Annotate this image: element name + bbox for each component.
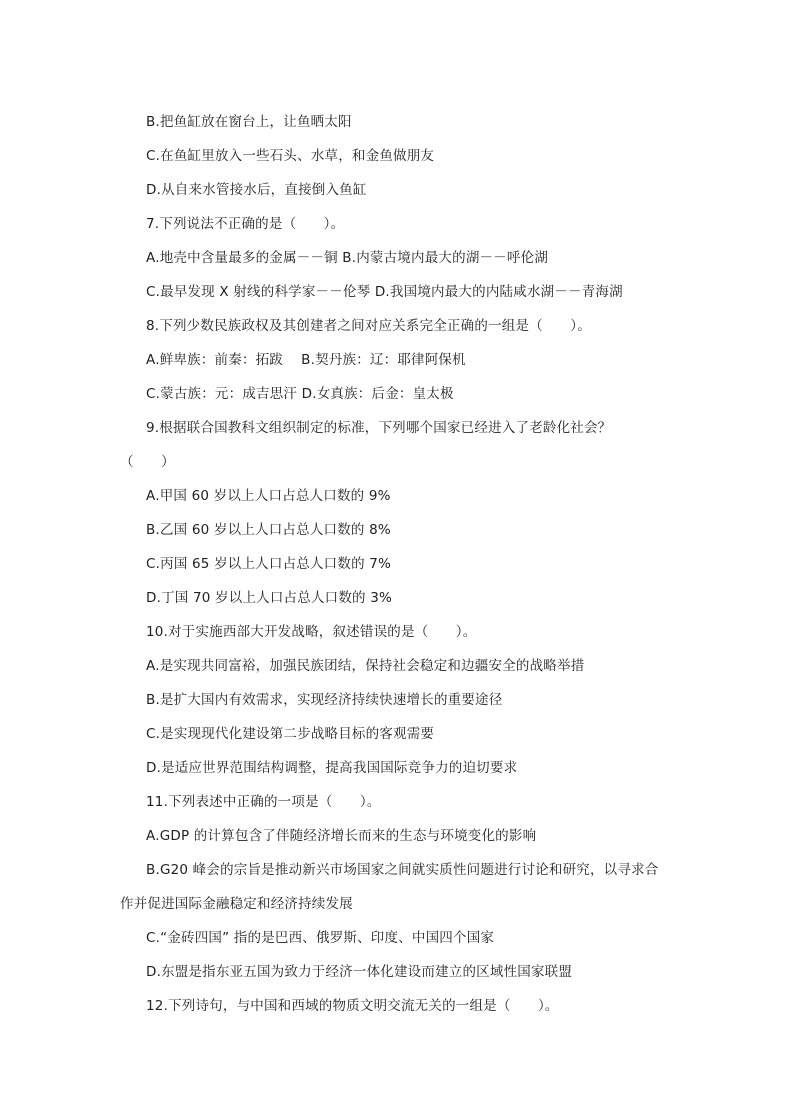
question-10: 10.对于实施西部大开发战略，叙述错误的是（ ）。 bbox=[146, 624, 477, 640]
option-8cd: C.蒙古族：元：成吉思汗 D.女真族：后金：皇太极 bbox=[146, 386, 454, 402]
question-8: 8.下列少数民族政权及其创建者之间对应关系完全正确的一组是（ ）。 bbox=[146, 318, 591, 334]
option-11a: A.GDP 的计算包含了伴随经济增长而来的生态与环境变化的影响 bbox=[146, 828, 537, 844]
option-11b: B.G20 峰会的宗旨是推动新兴市场国家之间就实质性问题进行讨论和研究，以寻求合 bbox=[146, 862, 659, 878]
option-9d: D.丁国 70 岁以上人口占总人口数的 3% bbox=[146, 590, 393, 606]
option-10b: B.是扩大国内有效需求，实现经济持续快速增长的重要途径 bbox=[146, 692, 503, 708]
question-12: 12.下列诗句，与中国和西域的物质文明交流无关的一组是（ ）。 bbox=[146, 998, 559, 1014]
option-7cd: C.最早发现 X 射线的科学家－－伦琴 D.我国境内最大的内陆咸水湖－－青海湖 bbox=[146, 284, 623, 300]
option-9a: A.甲国 60 岁以上人口占总人口数的 9% bbox=[146, 488, 391, 504]
option-10d: D.是适应世界范围结构调整，提高我国国际竞争力的迫切要求 bbox=[146, 760, 518, 776]
question-9-blank: （ ） bbox=[120, 454, 175, 470]
option-8ab: A.鲜卑族：前秦：拓跋 B.契丹族：辽：耶律阿保机 bbox=[146, 352, 466, 368]
question-7: 7.下列说法不正确的是（ ）。 bbox=[146, 216, 345, 232]
option-9b: B.乙国 60 岁以上人口占总人口数的 8% bbox=[146, 522, 391, 538]
option-6d: D.从自来水管接水后，直接倒入鱼缸 bbox=[146, 182, 367, 198]
option-11c: C.“金砖四国” 指的是巴西、俄罗斯、印度、中国四个国家 bbox=[146, 930, 495, 946]
option-10a: A.是实现共同富裕，加强民族团结，保持社会稳定和边疆安全的战略举措 bbox=[146, 658, 585, 674]
option-10c: C.是实现现代化建设第二步战略目标的客观需要 bbox=[146, 726, 435, 742]
option-6b: B.把鱼缸放在窗台上，让鱼晒太阳 bbox=[146, 114, 352, 130]
option-9c: C.丙国 65 岁以上人口占总人口数的 7% bbox=[146, 556, 392, 572]
option-11b-continued: 作并促进国际金融稳定和经济持续发展 bbox=[120, 896, 353, 912]
question-11: 11.下列表述中正确的一项是（ ）。 bbox=[146, 794, 381, 810]
option-11d: D.东盟是指东亚五国为致力于经济一体化建设而建立的区域性国家联盟 bbox=[146, 964, 573, 980]
question-9: 9.根据联合国教科文组织制定的标准，下列哪个国家已经进入了老龄化社会？ bbox=[146, 420, 612, 436]
option-7ab: A.地壳中含量最多的金属－－铜 B.内蒙古境内最大的湖－－呼伦湖 bbox=[146, 250, 549, 266]
option-6c: C.在鱼缸里放入一些石头、水草，和金鱼做朋友 bbox=[146, 148, 435, 164]
